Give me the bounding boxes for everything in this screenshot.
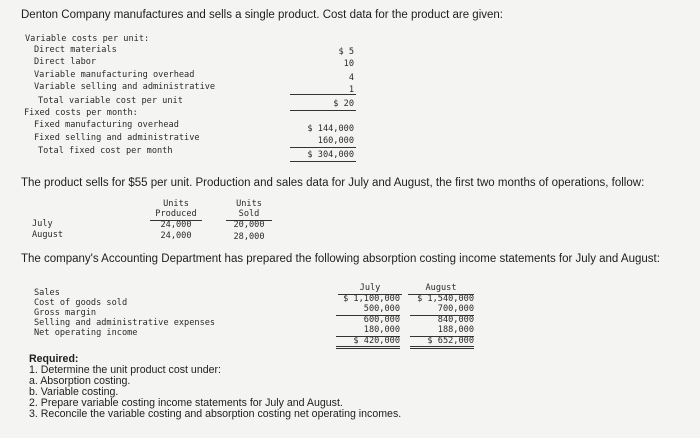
income-row-cogs-label: Cost of goods sold — [34, 298, 128, 308]
variable-costs-header: Variable costs per unit: — [25, 34, 150, 44]
income-col-august: August — [408, 283, 474, 295]
variable-mfg-overhead-value: 4 — [348, 73, 354, 83]
variable-mfg-overhead-label: Variable manufacturing overhead — [34, 70, 195, 80]
income-row-net-income-august: $ 652,000 — [410, 336, 474, 349]
income-row-selling-admin-july: 180,000 — [336, 325, 400, 337]
variable-total-rule — [290, 110, 356, 111]
income-row-gross-margin-august: 840,000 — [437, 315, 474, 325]
required-item-1b: b. Variable costing. — [29, 386, 119, 398]
fixed-total-rule — [290, 161, 356, 162]
total-variable-label: Total variable cost per unit — [38, 96, 183, 106]
income-row-gross-margin-label: Gross margin — [34, 308, 97, 318]
production-row-august-produced: 24,000 — [160, 231, 192, 241]
income-row-sales-july: $ 1,100,000 — [343, 294, 400, 304]
production-row-august-sold: 28,000 — [233, 232, 265, 242]
income-col-july: July — [338, 283, 402, 295]
production-row-july-month: July — [32, 219, 53, 229]
required-title: Required: — [29, 353, 79, 365]
variable-subtotal-rule — [290, 94, 356, 95]
fixed-selling-admin-label: Fixed selling and administrative — [34, 133, 200, 143]
fixed-subtotal-rule — [290, 147, 356, 148]
sales-sentence: The product sells for $55 per unit. Production and sales data for July and August, the first two months of operations, follow: — [21, 177, 645, 189]
production-row-july-produced: 24,000 — [160, 220, 192, 230]
sold-header-line1: Units — [236, 199, 262, 209]
total-fixed-label: Total fixed cost per month — [38, 146, 173, 156]
direct-labor-value: 10 — [343, 59, 354, 69]
income-row-net-income-label: Net operating income — [34, 328, 138, 338]
fixed-selling-admin-value: 160,000 — [317, 136, 354, 146]
income-row-sales-august: $ 1,540,000 — [417, 294, 474, 304]
production-row-july-sold: 20,000 — [233, 220, 265, 230]
direct-materials-label: Direct materials — [34, 45, 117, 55]
produced-header-line1: Units — [163, 199, 189, 209]
required-item-1: 1. Determine the unit product cost under: — [29, 364, 221, 376]
income-row-cogs-july: 500,000 — [336, 304, 400, 316]
income-row-net-income-july: $ 420,000 — [336, 336, 400, 349]
variable-selling-admin-label: Variable selling and administrative — [34, 82, 216, 92]
required-item-1a: a. Absorption costing. — [29, 375, 131, 387]
income-row-sales-label: Sales — [34, 288, 60, 298]
fixed-costs-header: Fixed costs per month: — [24, 108, 138, 118]
required-item-3: 3. Reconcile the variable costing and absorption costing net operating incomes. — [29, 408, 402, 420]
produced-header-line2: Produced — [150, 209, 202, 221]
income-row-cogs-august: 700,000 — [410, 304, 474, 316]
total-fixed-value: $ 304,000 — [307, 150, 354, 160]
sold-header-line2: Sold — [226, 209, 272, 221]
direct-materials-value: $ 5 — [338, 47, 354, 57]
fixed-mfg-overhead-value: $ 144,000 — [307, 124, 354, 134]
required-item-2: 2. Prepare variable costing income statements for July and August. — [29, 397, 343, 409]
income-row-gross-margin-july: 600,000 — [363, 315, 400, 325]
income-row-selling-admin-august: 188,000 — [410, 325, 474, 337]
accounting-sentence: The company's Accounting Department has prepared the following absorption costing income statements for July and August: — [21, 253, 660, 265]
direct-labor-label: Direct labor — [34, 57, 97, 67]
fixed-mfg-overhead-label: Fixed manufacturing overhead — [34, 120, 179, 130]
variable-selling-admin-value: 1 — [348, 85, 354, 95]
production-row-august-month: August — [32, 230, 64, 240]
total-variable-value: $ 20 — [333, 99, 354, 109]
intro-text: Denton Company manufactures and sells a single product. Cost data for the product are given: — [21, 9, 503, 21]
income-row-selling-admin-label: Selling and administrative expenses — [34, 318, 216, 328]
